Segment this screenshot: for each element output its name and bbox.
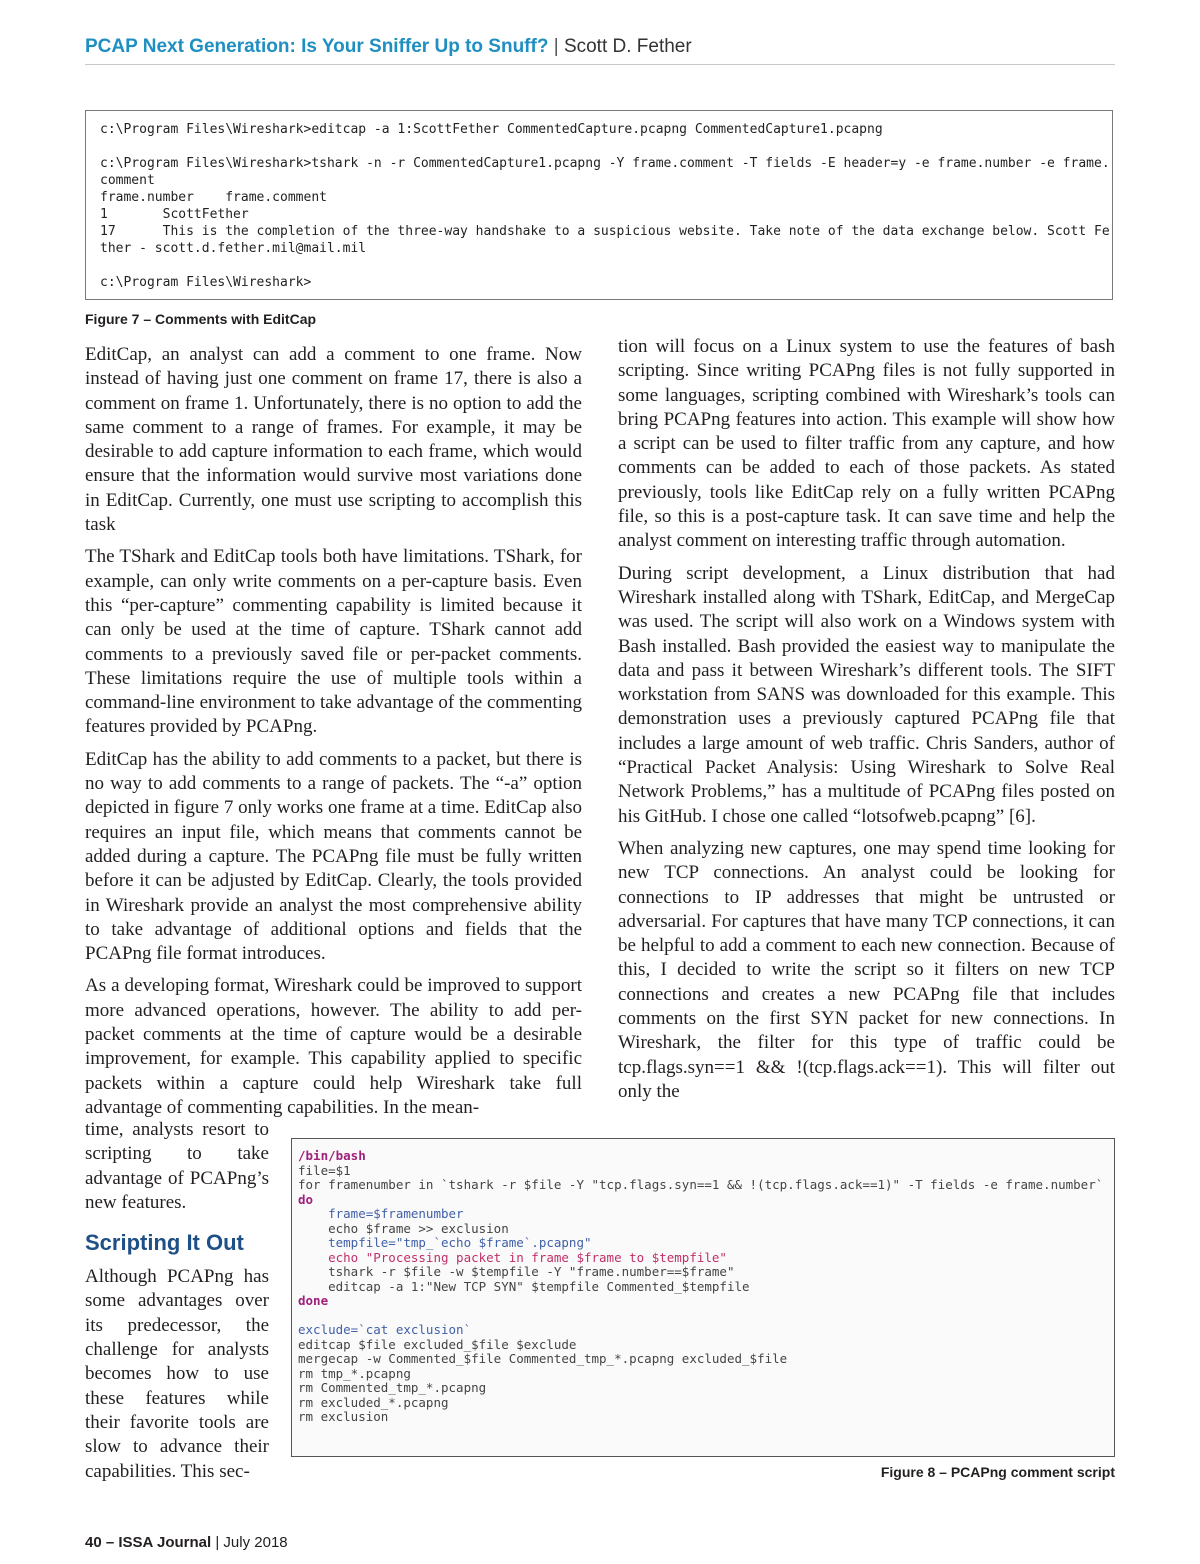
script-line: frame=$framenumber	[298, 1206, 464, 1221]
footer-page: 40 – ISSA Journal	[85, 1534, 212, 1551]
paragraph: When analyzing new captures, one may spend time looking for new TCP connections. An analyst could be looking for connections to IP addresses that might be untrusted or adversarial. For captures that have many TCP connections, it can be helpful to add a comment to each new connection. Because of this, I decided to write the script so it filters on new TCP connections and creates a new PCAPng file that includes comments on the first SYN packet for new connections. In Wireshark, the filter for this type of traffic could be tcp.flags.syn==1 && !(tcp.flags.ack==1). This will filter out only the	[618, 837, 1115, 1102]
header-author: Scott D. Fether	[563, 36, 692, 57]
console-line: c:\Program Files\Wireshark>tshark -n -r CommentedCapture1.pcapng -Y frame.comment -T fields -E header=y -e frame.number -e frame.	[100, 156, 1110, 171]
script-line: rm exclusion	[298, 1409, 389, 1424]
script-line: echo $frame >> exclusion	[298, 1220, 509, 1236]
script-line: editcap $file excluded_$file $exclude	[298, 1336, 577, 1352]
script-line: editcap -a 1:"New TCP SYN" $tempfile Commented_$tempfile	[298, 1278, 750, 1294]
paragraph: time, analysts resort to scripting to take advantage of PCAPng’s new features.	[85, 1119, 269, 1213]
console-line: comment	[100, 173, 155, 188]
footer-date: July 2018	[223, 1534, 288, 1551]
paragraph: EditCap, an analyst can add a comment to one frame. Now instead of having just one comment on frame 17, there is also a comment on frame 1. Unfortunately, there is no option to add the same comment to a range of frames. For example, it may be desirable to add capture information to each frame, which would ensure that the information would survive most variations done in EditCap. Currently, one must use scripting to accomplish this task	[85, 344, 582, 536]
script-line: done	[298, 1293, 329, 1308]
page-footer	[85, 1534, 288, 1551]
header-title: PCAP Next Generation: Is Your Sniffer Up to Snuff?	[85, 36, 549, 57]
script-line: rm Commented_tmp_*.pcapng	[298, 1380, 487, 1395]
paragraph: During script development, a Linux distribution that had Wireshark installed along with TShark, EditCap, and MergeCap was used. The script will also work on a Windows system with Bash installed. Bash provided the easiest way to manipulate the data and pass it between Wireshark’s different tools. The SIFT workstation from SANS was downloaded for this example. This demonstration uses a previously captured PCAPng file that includes a large amount of web traffic. Chris Sanders, author of “Practical Packet Analysis: Using Wireshark to Solve Real Network Problems,” has a multitude of PCAPng files posted on his GitHub. I chose one called “lotsofweb.pcapng” [6].	[618, 562, 1115, 827]
console-line: ther - scott.d.fether.mil@mail.mil	[100, 241, 367, 256]
header-rule	[85, 64, 1115, 65]
script-line: exclude=`cat exclusion`	[298, 1322, 472, 1337]
script-line: tshark -r $file -w $tempfile -Y "frame.number==$frame"	[298, 1264, 735, 1279]
console-line: c:\Program Files\Wireshark>	[100, 275, 312, 290]
paragraph: The TShark and EditCap tools both have limitations. TShark, for example, can only write comments on a per-capture basis. Even this “per-capture” commenting capability is limited because it can only be used at the time of capture. TShark cannot add comments to a previously saved file or per-packet comments. These limitations require the use of multiple tools within a command-line environment to take advantage of the commenting features provided by PCAPng.	[85, 546, 582, 738]
script-line: rm excluded_*.pcapng	[298, 1394, 449, 1410]
figure-8-script	[291, 1138, 1115, 1457]
script-line: mergecap -w Commented_$file Commented_tmp_*.pcapng excluded_$file	[298, 1351, 788, 1366]
script-line: for framenumber in `tshark -r $file -Y "tcp.flags.syn==1 && !(tcp.flags.ack==1)" -T fields -e frame.number`	[298, 1177, 1104, 1192]
figure-8-code	[292, 1139, 1114, 1425]
console-line: frame.number frame.comment	[100, 190, 327, 205]
script-line: echo "Processing packet in frame $frame to $tempfile"	[298, 1249, 727, 1265]
header-separator: |	[553, 36, 559, 57]
right-column	[618, 335, 1115, 1112]
script-line: /bin/bash	[298, 1148, 366, 1163]
figure-7-caption: Figure 7 – Comments with EditCap	[85, 311, 317, 327]
console-line: 17 This is the completion of the three-way handshake to a suspicious website. Take note of the data exchange below. Scott Fe	[100, 224, 1110, 239]
console-line: c:\Program Files\Wireshark>editcap -a 1:ScottFether CommentedCapture.pcapng CommentedCapture1.pcapng	[100, 122, 883, 137]
script-line: rm tmp_*.pcapng	[298, 1365, 411, 1381]
footer-separator: |	[215, 1534, 220, 1551]
figure-7-code	[86, 111, 1112, 291]
paragraph: As a developing format, Wireshark could be improved to support more advanced operations, however. The ability to add per-packet comments at the time of capture would be a desirable improvement, for example. This capability applied to specific packets within a capture could help Wireshark take full advantage of commenting capabilities. In the mean-	[85, 975, 582, 1118]
running-header	[85, 36, 1115, 58]
left-column	[85, 343, 582, 1128]
script-line: do	[298, 1191, 314, 1207]
figure-7-console	[85, 110, 1113, 300]
section-heading: Scripting It Out	[85, 1230, 244, 1256]
console-line: 1 ScottFether	[100, 207, 249, 222]
paragraph: tion will focus on a Linux system to use the features of bash scripting. Since writing PCAPng files is not fully supported in some languages, scripting combined with Wireshark’s tools can bring PCAPng features into action. This example will show how a script can be used to filter traffic from any capture, and how comments can be added to each of those packets. As stated previously, tools like EditCap rely on a fully written PCAPng file, so this is a post-capture task. It can save time and help the analyst comment on interesting traffic through automation.	[618, 336, 1115, 552]
figure-8-caption: Figure 8 – PCAPng comment script	[880, 1464, 1115, 1480]
paragraph: Although PCAPng has some advantages over its predecessor, the challenge for analysts becomes how to use these features while their favorite tools are slow to advance their capabilities. This sec-	[85, 1266, 269, 1482]
script-line: tempfile="tmp_`echo $frame`.pcapng"	[298, 1235, 592, 1250]
paragraph: EditCap has the ability to add comments to a packet, but there is no way to add comments to a range of packets. The “-a” option depicted in figure 7 only works one frame at a time. EditCap also requires an input file, which means that comments cannot be added during a capture. The PCAPng file must be fully written before it can be adjusted by EditCap. Clearly, the tools provided in Wireshark provide an analyst the most comprehensive ability to take advantage of additional options and fields that the PCAPng file format introduces.	[85, 748, 582, 965]
left-narrow-column	[85, 1118, 269, 1492]
script-line: file=$1	[298, 1162, 351, 1178]
